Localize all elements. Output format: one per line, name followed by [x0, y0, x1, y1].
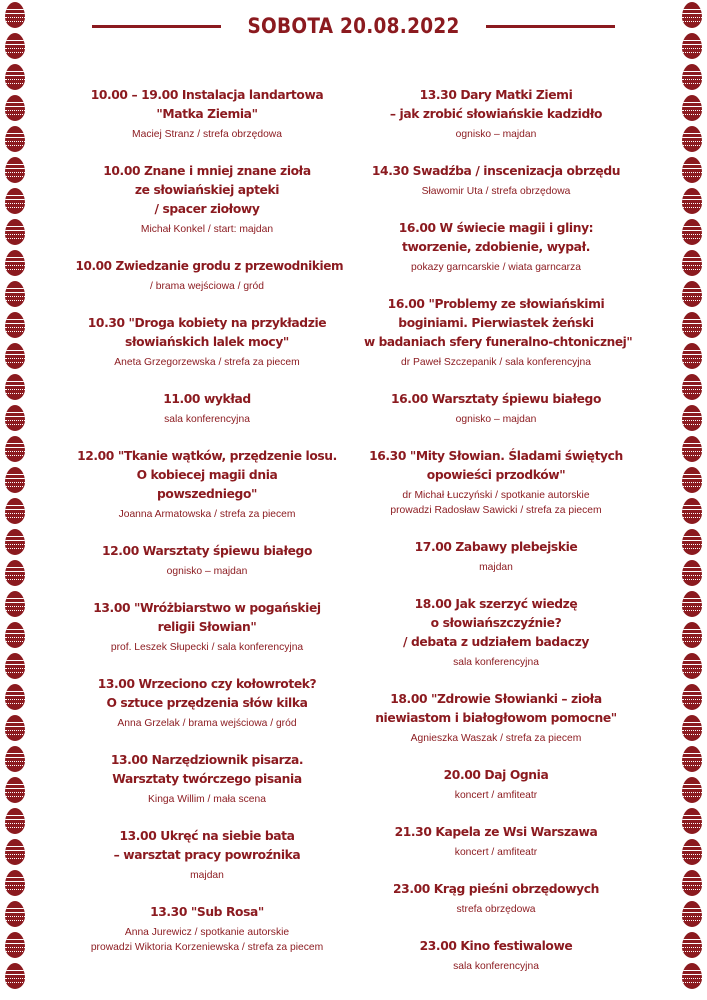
easter-egg-icon [5, 746, 25, 772]
event-details: pokazy garncarskie / wiata garncarza [411, 262, 581, 273]
easter-egg-icon [5, 405, 25, 431]
easter-egg-icon [5, 436, 25, 462]
event-details: Michał Konkel / start: majdan [140, 224, 274, 235]
easter-egg-icon [682, 312, 702, 338]
event-title-line: 13.00 Wrzeciono czy kołowrotek? [97, 677, 317, 691]
easter-egg-icon [5, 281, 25, 307]
event-details: / brama wejściowa / gród [150, 281, 264, 292]
event-item [73, 675, 341, 731]
event-title-line: 10.00 – 19.00 Instalacja landartowa [90, 88, 324, 102]
event-details: Kinga Willim / mała scena [148, 794, 266, 805]
easter-egg-icon [5, 64, 25, 90]
event-item [73, 390, 341, 427]
event-details: Anna Jurewicz / spotkanie autorskie [124, 927, 290, 938]
easter-egg-icon [682, 746, 702, 772]
event-title-line: 17.00 Zabawy plebejskie [414, 540, 578, 554]
event-title-line: / spacer ziołowy [154, 202, 260, 216]
event-title-line: 13.30 Dary Matki Ziemi [419, 88, 573, 102]
easter-egg-icon [682, 591, 702, 617]
event-title-line: powszedniego" [157, 487, 257, 501]
easter-egg-icon [682, 870, 702, 896]
easter-egg-icon [682, 684, 702, 710]
event-item [362, 880, 630, 917]
event-details: dr Michał Łuczyński / spotkanie autorskie [402, 490, 590, 501]
easter-egg-icon [5, 963, 25, 989]
event-details: sala konferencyjna [453, 961, 539, 972]
event-title-line: 13.00 Ukręć na siebie bata [119, 829, 295, 843]
easter-egg-icon [682, 2, 702, 28]
event-title-line: 23.00 Kino festiwalowe [419, 939, 573, 953]
easter-egg-icon [682, 715, 702, 741]
easter-egg-icon [682, 281, 702, 307]
easter-egg-icon [682, 188, 702, 214]
event-item [362, 538, 630, 575]
event-details: ognisko – majdan [455, 414, 537, 425]
event-details: Sławomir Uta / strefa obrzędowa [421, 186, 571, 197]
event-title-line: 11.00 wykład [163, 392, 251, 406]
easter-egg-icon [5, 777, 25, 803]
easter-egg-icon [682, 653, 702, 679]
event-item [73, 903, 341, 955]
event-title-line: 16.00 W świecie magii i gliny: [398, 221, 594, 235]
easter-egg-icon [5, 374, 25, 400]
easter-egg-icon [682, 126, 702, 152]
easter-egg-icon [682, 64, 702, 90]
event-details: sala konferencyjna [164, 414, 250, 425]
event-item [73, 599, 341, 655]
easter-egg-icon [682, 498, 702, 524]
easter-egg-icon [682, 777, 702, 803]
event-details: ognisko – majdan [166, 566, 248, 577]
header-rule-right [486, 25, 615, 28]
event-item [362, 690, 630, 746]
event-title-line: 10.30 "Droga kobiety na przykładzie [87, 316, 327, 330]
easter-egg-icon [5, 653, 25, 679]
easter-egg-icon [5, 529, 25, 555]
schedule-column-right [362, 86, 633, 994]
easter-egg-icon [5, 684, 25, 710]
easter-egg-icon [5, 901, 25, 927]
event-item [362, 823, 630, 860]
event-title-line: 16.00 "Problemy ze słowiańskimi [387, 297, 605, 311]
event-details: koncert / amfiteatr [454, 847, 538, 858]
easter-egg-icon [682, 95, 702, 121]
easter-egg-icon [682, 33, 702, 59]
event-item [73, 162, 341, 237]
easter-egg-icon [5, 560, 25, 586]
easter-egg-icon [682, 436, 702, 462]
event-details: prowadzi Radosław Sawicki / strefa za piecem [390, 505, 602, 516]
event-title-line: 16.00 Warsztaty śpiewu białego [390, 392, 602, 406]
event-title-line: 16.30 "Mity Słowian. Śladami świętych [369, 449, 623, 463]
event-details: Anna Grzelak / brama wejściowa / gród [117, 718, 297, 729]
event-title-line: – jak zrobić słowiańskie kadzidło [389, 107, 603, 121]
event-title-line: religii Słowian" [157, 620, 257, 634]
header-rule-left [92, 25, 221, 28]
event-title-line: 10.00 Zwiedzanie grodu z przewodnikiem [75, 259, 344, 273]
event-title-line: 12.00 Warsztaty śpiewu białego [101, 544, 313, 558]
easter-egg-icon [682, 343, 702, 369]
easter-egg-icon [5, 932, 25, 958]
easter-egg-icon [682, 157, 702, 183]
event-title-line: 23.00 Krąg pieśni obrzędowych [393, 882, 599, 896]
event-item [73, 542, 341, 579]
easter-egg-icon [5, 467, 25, 493]
event-details: strefa obrzędowa [456, 904, 536, 915]
event-title-line: 12.00 "Tkanie wątków, przędzenie losu. [77, 449, 337, 463]
event-item [73, 257, 344, 294]
event-title-line: niewiastom i białogłowom pomocne" [375, 711, 617, 725]
event-item [362, 219, 630, 275]
event-title-line: / debata z udziałem badaczy [403, 635, 589, 649]
event-title-line: o słowiańszczyźnie? [430, 616, 562, 630]
easter-egg-icon [5, 33, 25, 59]
event-details: majdan [479, 562, 513, 573]
easter-egg-icon [5, 715, 25, 741]
event-title-line: 18.00 Jak szerzyć wiedzę [414, 597, 578, 611]
easter-egg-icon [682, 622, 702, 648]
event-item [73, 314, 341, 370]
event-title-line: 21.30 Kapela ze Wsi Warszawa [394, 825, 598, 839]
easter-egg-icon [5, 250, 25, 276]
event-item [362, 595, 630, 670]
event-details: Joanna Armatowska / strefa za piecem [118, 509, 296, 520]
event-title-line: 10.00 Znane i mniej znane zioła [103, 164, 311, 178]
easter-egg-icon [5, 343, 25, 369]
left-egg-border [2, 0, 28, 1000]
event-item [73, 751, 341, 807]
easter-egg-icon [682, 219, 702, 245]
page-title: SOBOTA 20.08.2022 [247, 14, 460, 38]
event-title-line: 13.30 "Sub Rosa" [150, 905, 264, 919]
event-title-line: 14.30 Swadźba / inscenizacja obrzędu [371, 164, 621, 178]
event-title-line: – warsztat pracy powroźnika [113, 848, 301, 862]
easter-egg-icon [5, 622, 25, 648]
event-item [73, 86, 341, 142]
easter-egg-icon [5, 126, 25, 152]
easter-egg-icon [5, 870, 25, 896]
easter-egg-icon [5, 498, 25, 524]
event-details: ognisko – majdan [455, 129, 537, 140]
right-egg-border [679, 0, 705, 1000]
event-item [362, 295, 633, 370]
event-title-line: boginiami. Pierwiastek żeński [398, 316, 594, 330]
easter-egg-icon [5, 312, 25, 338]
easter-egg-icon [5, 95, 25, 121]
easter-egg-icon [682, 932, 702, 958]
event-details: Agnieszka Waszak / strefa za piecem [410, 733, 582, 744]
event-item [362, 390, 630, 427]
easter-egg-icon [682, 405, 702, 431]
event-details: dr Paweł Szczepanik / sala konferencyjna [400, 357, 592, 368]
easter-egg-icon [5, 2, 25, 28]
easter-egg-icon [5, 157, 25, 183]
event-title-line: ze słowiańskiej apteki [134, 183, 280, 197]
event-details: majdan [190, 870, 224, 881]
easter-egg-icon [5, 219, 25, 245]
event-item [73, 447, 341, 522]
easter-egg-icon [682, 529, 702, 555]
event-title-line: "Matka Ziemia" [156, 107, 258, 121]
easter-egg-icon [5, 188, 25, 214]
event-details: prowadzi Wiktoria Korzeniewska / strefa za piecem [90, 942, 324, 953]
event-title-line: 13.00 Narzędziownik pisarza. [110, 753, 304, 767]
page-header [92, 12, 615, 40]
event-title-line: 18.00 "Zdrowie Słowianki – zioła [390, 692, 602, 706]
easter-egg-icon [682, 374, 702, 400]
easter-egg-icon [682, 560, 702, 586]
event-item [362, 86, 630, 142]
event-item [362, 162, 630, 199]
easter-egg-icon [5, 808, 25, 834]
event-title-line: opowieści przodków" [426, 468, 566, 482]
easter-egg-icon [5, 591, 25, 617]
event-item [362, 766, 630, 803]
event-title-line: O kobiecej magii dnia [136, 468, 278, 482]
event-title-line: 13.00 "Wróżbiarstwo w pogańskiej [93, 601, 321, 615]
easter-egg-icon [682, 963, 702, 989]
event-details: Aneta Grzegorzewska / strefa za piecem [114, 357, 300, 368]
easter-egg-icon [682, 901, 702, 927]
easter-egg-icon [5, 839, 25, 865]
event-title-line: tworzenie, zdobienie, wypał. [401, 240, 591, 254]
event-title-line: Warsztaty twórczego pisania [112, 772, 302, 786]
event-title-line: słowiańskich lalek mocy" [125, 335, 289, 349]
event-details: sala konferencyjna [453, 657, 539, 668]
event-item [73, 827, 341, 883]
event-details: Maciej Stranz / strefa obrzędowa [132, 129, 282, 140]
event-title-line: 20.00 Daj Ognia [443, 768, 549, 782]
event-title-line: O sztuce przędzenia słów kilka [106, 696, 308, 710]
event-item [362, 447, 630, 518]
easter-egg-icon [682, 467, 702, 493]
easter-egg-icon [682, 808, 702, 834]
event-item [362, 937, 630, 974]
event-details: koncert / amfiteatr [454, 790, 538, 801]
event-details: prof. Leszek Słupecki / sala konferencyjna [110, 642, 304, 653]
schedule-column-left [73, 86, 344, 975]
event-title-line: w badaniach sfery funeralno-chtonicznej" [363, 335, 633, 349]
easter-egg-icon [682, 839, 702, 865]
easter-egg-icon [682, 250, 702, 276]
